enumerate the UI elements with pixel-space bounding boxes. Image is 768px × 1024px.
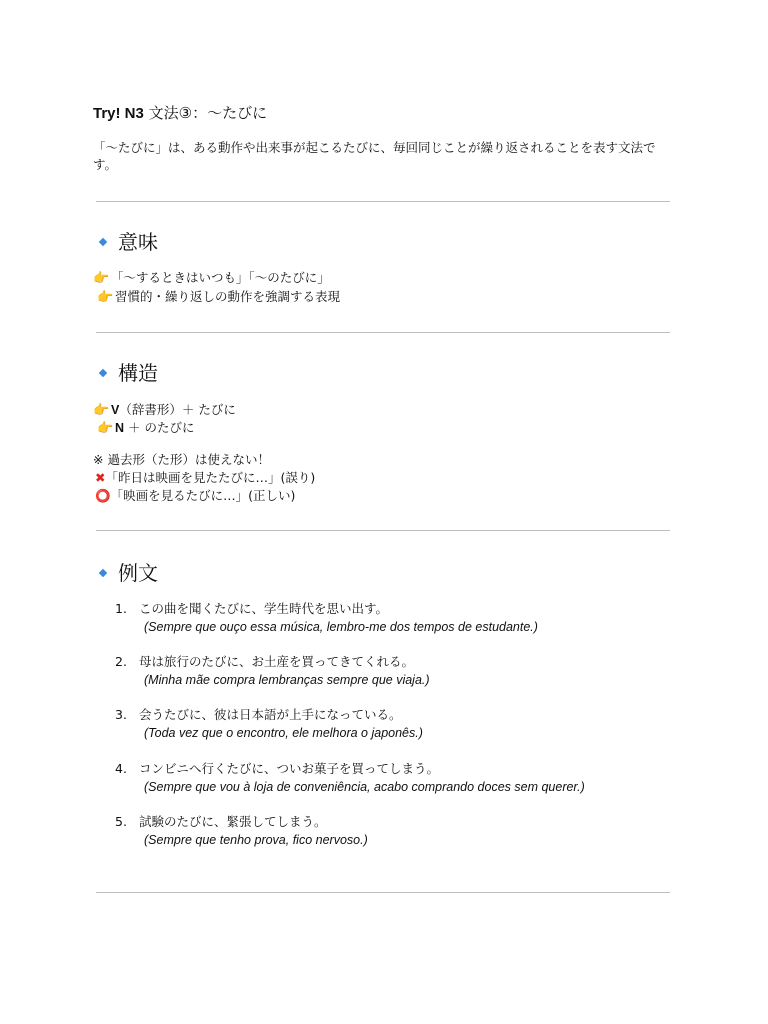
pointing-hand-icon: 👉 <box>97 290 114 305</box>
intro-paragraph: 「〜たびに」は、ある動作や出来事が起こるたびに、毎回同じことが繰り返されることを表す文法です。 <box>93 140 656 172</box>
structure-verb-rule <box>93 401 236 420</box>
example-japanese: 母は旅行のたびに、お土産を買ってきてくれる。 <box>139 654 415 669</box>
structure-noun-symbol: N <box>115 421 125 435</box>
meaning-line-2-text: 習慣的・繰り返しの動作を強調する表現 <box>115 289 341 304</box>
structure-verb-symbol: V <box>111 403 120 417</box>
structure-heading-text: 構造 <box>118 361 158 385</box>
example-number: 5. <box>115 814 127 829</box>
correct-example-text: 「映画を見るたびに…」(正しい) <box>110 488 296 503</box>
section-heading-structure <box>100 360 158 386</box>
title-bold: Try! N3 <box>93 105 144 122</box>
divider <box>96 201 670 202</box>
examples-heading-text: 例文 <box>118 561 158 585</box>
example-translation: (Minha mãe compra lembranças sempre que viaja.) <box>144 673 430 687</box>
meaning-line-1 <box>93 269 330 288</box>
wrong-example <box>95 469 315 487</box>
section-heading-examples <box>100 560 158 586</box>
example-translation: (Sempre que tenho prova, fico nervoso.) <box>144 833 368 847</box>
example-translation: (Toda vez que o encontro, ele melhora o japonês.) <box>144 726 423 740</box>
example-translation: (Sempre que ouço essa música, lembro-me dos tempos de estudante.) <box>144 620 538 634</box>
divider <box>96 892 670 893</box>
correct-example <box>95 487 295 505</box>
section-heading-meaning <box>100 229 158 255</box>
cross-mark-icon: ✖ <box>95 470 106 485</box>
pointing-hand-icon: 👉 <box>97 421 114 436</box>
example-translation: (Sempre que vou à loja de conveniência, acabo comprando doces sem querer.) <box>144 780 585 794</box>
meaning-line-1-text: 「〜するときはいつも」「〜のたびに」 <box>111 270 330 285</box>
example-number: 1. <box>115 601 127 616</box>
example-number: 4. <box>115 761 127 776</box>
pointing-hand-icon: 👉 <box>93 403 110 418</box>
circle-mark-icon: ⭕ <box>95 488 111 503</box>
example-japanese: 会うたびに、彼は日本語が上手になっている。 <box>139 707 402 722</box>
example-japanese: コンビニへ行くたびに、ついお菓子を買ってしまう。 <box>139 761 440 776</box>
example-number: 3. <box>115 707 127 722</box>
meaning-heading-text: 意味 <box>118 230 158 254</box>
blue-diamond-icon <box>99 368 107 376</box>
divider <box>96 530 670 531</box>
pointing-hand-icon: 👉 <box>93 271 110 286</box>
structure-noun-rule <box>97 419 194 438</box>
divider <box>96 332 670 333</box>
structure-verb-text: （辞書形）＋ たびに <box>119 402 236 417</box>
page-title <box>93 103 267 124</box>
title-rest: 文法③：〜たびに <box>143 104 268 122</box>
blue-diamond-icon <box>99 237 107 245</box>
wrong-example-text: 「昨日は映画を見たたびに…」(誤り) <box>105 470 316 485</box>
blue-diamond-icon <box>99 568 107 576</box>
structure-note: ※ 過去形（た形）は使えない！ <box>93 452 270 467</box>
example-japanese: この曲を聞くたびに、学生時代を思い出す。 <box>139 601 389 616</box>
example-japanese: 試験のたびに、緊張してしまう。 <box>139 814 327 829</box>
meaning-line-2 <box>97 288 340 307</box>
example-number: 2. <box>115 654 127 669</box>
structure-noun-text: ＋ のたびに <box>124 420 195 435</box>
